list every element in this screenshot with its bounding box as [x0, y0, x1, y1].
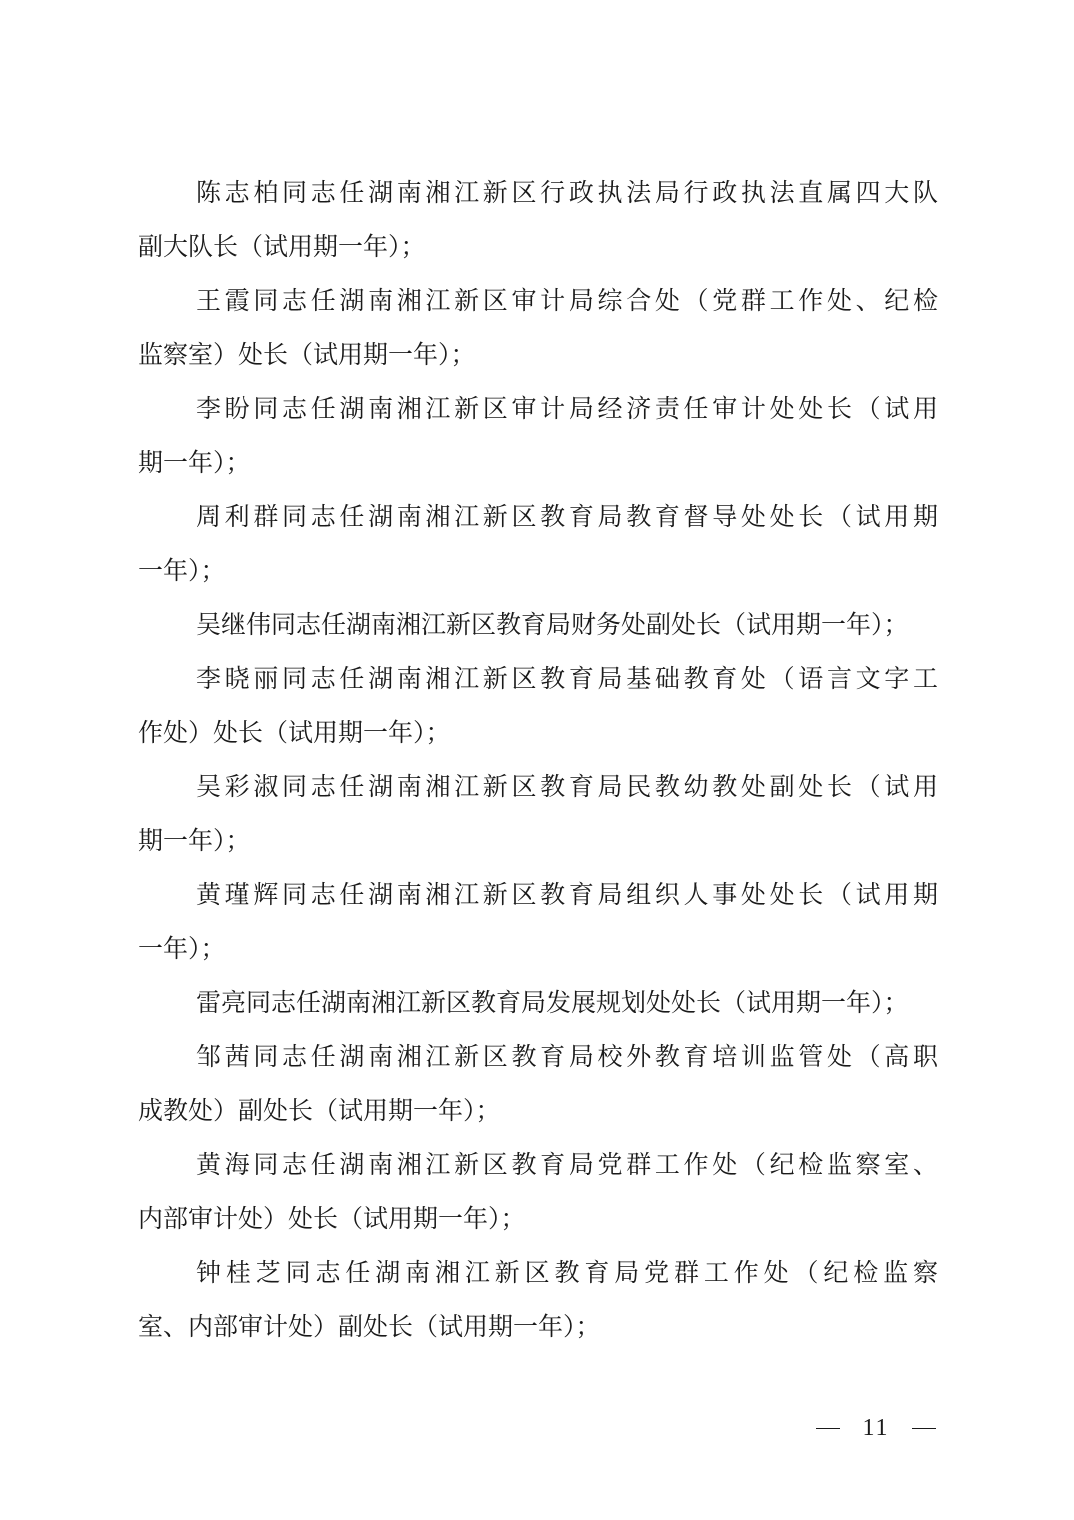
appointment-paragraph	[138, 1030, 938, 1138]
appointment-paragraph	[138, 1246, 938, 1354]
appointment-paragraph	[138, 382, 938, 490]
paragraph-line: 陈志柏同志任湖南湘江新区行政执法局行政执法直属四大队	[196, 178, 938, 207]
appointment-paragraph	[138, 868, 938, 976]
paragraph-line: 内部审计处）处长（试用期一年）；	[138, 1204, 526, 1233]
paragraph-line: 黄瑾辉同志任湖南湘江新区教育局组织人事处处长（试用期	[196, 880, 938, 909]
paragraph-line: 期一年）；	[138, 826, 251, 855]
paragraph-line: 吴彩淑同志任湖南湘江新区教育局民教幼教处副处长（试用	[196, 772, 938, 801]
paragraph-line: 李盼同志任湖南湘江新区审计局经济责任审计处处长（试用	[196, 394, 938, 423]
appointment-paragraph	[138, 976, 938, 1030]
document-body	[138, 166, 938, 1354]
appointment-paragraph	[138, 598, 938, 652]
paragraph-line: 黄海同志任湖南湘江新区教育局党群工作处（纪检监察室、	[196, 1150, 938, 1179]
appointment-paragraph	[138, 166, 938, 274]
paragraph-line: 钟桂芝同志任湖南湘江新区教育局党群工作处（纪检监察	[196, 1258, 938, 1287]
appointment-paragraph	[138, 1138, 938, 1246]
page-footer	[816, 1408, 936, 1448]
paragraph-line: 雷亮同志任湖南湘江新区教育局发展规划处处长（试用期一年）；	[196, 988, 909, 1017]
dash-left-icon	[816, 1428, 840, 1429]
paragraph-line: 期一年）；	[138, 448, 251, 477]
paragraph-line: 王霞同志任湖南湘江新区审计局综合处（党群工作处、纪检	[196, 286, 938, 315]
page-number: 11	[862, 1415, 890, 1441]
paragraph-line: 作处）处长（试用期一年）；	[138, 718, 451, 747]
paragraph-line: 周利群同志任湖南湘江新区教育局教育督导处处长（试用期	[196, 502, 938, 531]
paragraph-line: 副大队长（试用期一年）；	[138, 232, 426, 261]
appointment-paragraph	[138, 490, 938, 598]
paragraph-line: 一年）；	[138, 556, 226, 585]
appointment-paragraph	[138, 652, 938, 760]
paragraph-line: 邹茜同志任湖南湘江新区教育局校外教育培训监管处（高职	[196, 1042, 938, 1071]
paragraph-line: 李晓丽同志任湖南湘江新区教育局基础教育处（语言文字工	[196, 664, 938, 693]
paragraph-line: 吴继伟同志任湖南湘江新区教育局财务处副处长（试用期一年）；	[196, 610, 909, 639]
appointment-paragraph	[138, 274, 938, 382]
paragraph-line: 一年）；	[138, 934, 226, 963]
paragraph-line: 成教处）副处长（试用期一年）；	[138, 1096, 501, 1125]
appointment-paragraph	[138, 760, 938, 868]
paragraph-line: 监察室）处长（试用期一年）；	[138, 340, 476, 369]
paragraph-line: 室、内部审计处）副处长（试用期一年）；	[138, 1312, 601, 1341]
dash-right-icon	[912, 1428, 936, 1429]
